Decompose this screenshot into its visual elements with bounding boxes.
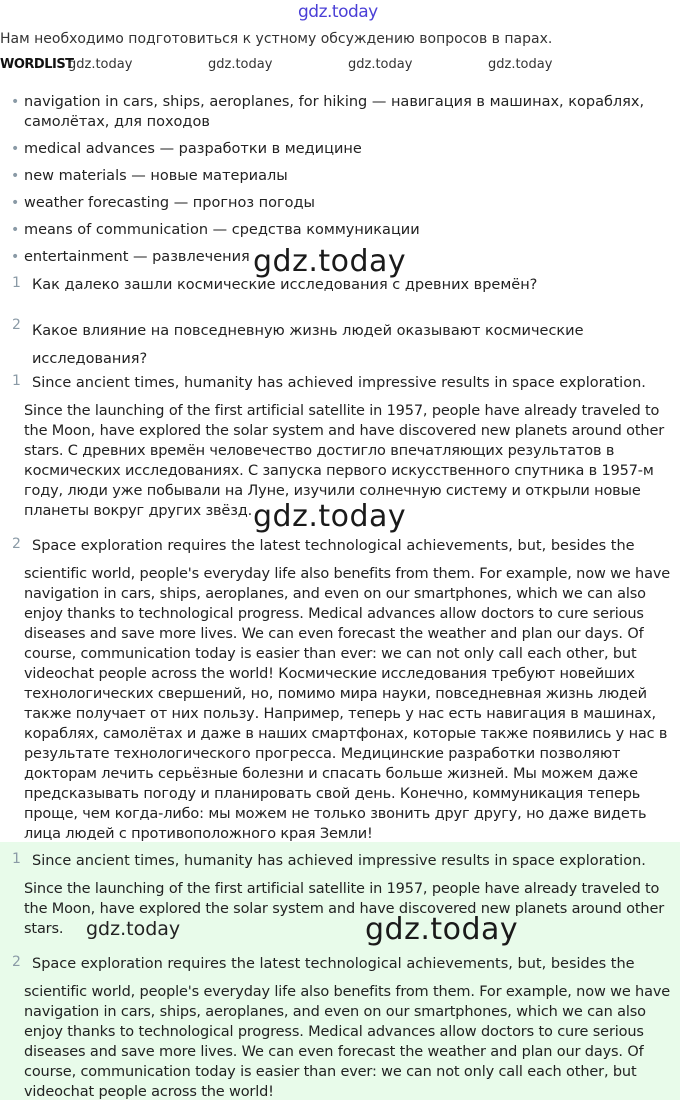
wordlist-item: • weather forecasting — прогноз погоды [11, 195, 315, 211]
wordlist-item: • medical advances — разработки в медицине [11, 141, 362, 157]
wordlist-title: WORDLIST [0, 57, 74, 72]
bullet-icon: • [11, 141, 20, 157]
bullet-icon: • [11, 249, 20, 265]
intro-text: Нам необходимо подготовиться к устному обсуждению вопросов в парах. [0, 31, 553, 47]
wordlist-item: • navigation in cars, ships, aeroplanes, for hiking — навигация в машинах, кораблях, самолётах, для походов [11, 94, 645, 130]
watermark: gdz.today [253, 244, 407, 279]
answer-lead: Space exploration requires the latest technological achievements, but, besides the [32, 538, 635, 554]
bullet-icon: • [11, 195, 20, 211]
watermark: gdz.today [68, 57, 133, 72]
wordlist-item: • new materials — новые материалы [11, 168, 288, 184]
answer-number: 2 [12, 954, 21, 970]
wordlist-header [0, 57, 680, 75]
answer-lead: Space exploration requires the latest technological achievements, but, besides the [32, 956, 635, 972]
question-number: 2 [12, 317, 21, 333]
question-1 [0, 275, 680, 295]
wordlist-item: • means of communication — средства коммуникации [11, 222, 420, 238]
answer-lead: Since ancient times, humanity has achieved impressive results in space exploration. [32, 853, 646, 869]
answer-body: Since the launching of the first artificial satellite in 1957, people have already traveled to the Moon, have explored the solar system and have discovered new planets around other stars. С древних времён человечество достигло впечатляющих результатов в космических исследованиях. С запуска первого искусственного спутника в 1957-м году, люди уже побывали на Луне, изучили солнечную систему и открыли новые планеты вокруг других звёзд. [24, 403, 665, 519]
question-text: Какое влияние на повседневную жизнь людей оказывают космические исследования? [32, 323, 584, 367]
watermark: gdz.today [488, 57, 553, 72]
answer-body: scientific world, people's everyday life also benefits from them. For example, now we have navigation in cars, ships, aeroplanes, and even on our smartphones, which we can also enjoy thanks to technological progress. Medical advances allow doctors to cure serious diseases and save more lives. We can even forecast the weather and plan our days. Of course, communication today is easier than ever: we can not only call each other, but videochat people across the world! [24, 984, 671, 1100]
question-text: Как далеко зашли космические исследования с древних времён? [32, 277, 538, 293]
answer-lead: Since ancient times, humanity has achieved impressive results in space exploration. [32, 375, 646, 391]
watermark-top: gdz.today [298, 2, 378, 22]
answer-body: Since the launching of the first artificial satellite in 1957, people have already traveled to the Moon, have explored the solar system and have discovered new planets around other stars. [24, 881, 665, 937]
answer-body: scientific world, people's everyday life also benefits from them. For example, now we have navigation in cars, ships, aeroplanes, and even on our smartphones, which we can also enjoy thanks to technological progress. Medical advances allow doctors to cure serious diseases and save more lives. We can even forecast the weather and plan our days. Of course, communication today is easier than ever: we can not only call each other, but videochat people across the world! Космические исследования требуют новейших технологических свершений, но, помимо мира науки, повседневная жизнь людей также получает от них пользу. Например, теперь у нас есть навигация в машинах, кораблях, самолётах и даже в наших смартфонах, которые также появились у нас в результате технологического прогресса. Медицинские разработки позволяют докторам лечить серьёзные болезни и спасать больше жизней. Мы можем даже предсказывать погоду и планировать свой день. Конечно, коммуникация теперь проще, чем когда-либо: мы можем не только звонить друг другу, но даже видеть лица людей с противоположного края Земли! [24, 566, 671, 842]
watermark: gdz.today [348, 57, 413, 72]
question-2 [0, 317, 680, 373]
answer-number: 1 [12, 373, 21, 389]
highlight-answer-2 [0, 954, 680, 1102]
watermark: gdz.today [86, 918, 181, 940]
question-number: 1 [12, 275, 21, 291]
watermark: gdz.today [253, 499, 407, 534]
watermark: gdz.today [365, 912, 519, 947]
answer-number: 2 [12, 536, 21, 552]
answer-number: 1 [12, 851, 21, 867]
bullet-icon: • [11, 168, 20, 184]
wordlist-item: • entertainment — развлечения [11, 249, 250, 265]
watermark: gdz.today [208, 57, 273, 72]
answer-2 [0, 536, 680, 844]
bullet-icon: • [11, 222, 20, 238]
bullet-icon: • [11, 94, 20, 110]
